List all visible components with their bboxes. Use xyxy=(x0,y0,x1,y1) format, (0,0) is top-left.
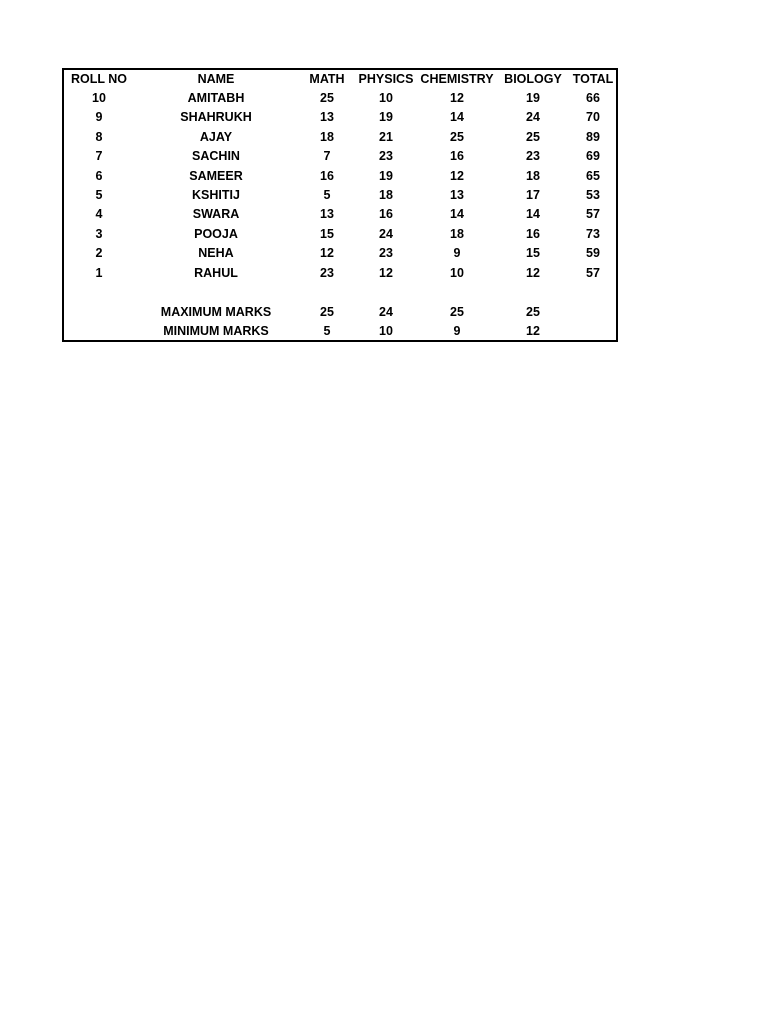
table-row xyxy=(64,89,618,108)
name-cell: SACHIN xyxy=(192,149,240,164)
math-cell: 7 xyxy=(323,149,331,164)
physics-cell: 23 xyxy=(379,246,393,261)
summary-value: 25 xyxy=(320,305,334,320)
math-cell: 12 xyxy=(320,246,334,261)
summary-label: MAXIMUM MARKS xyxy=(160,305,272,320)
name-cell: RAHUL xyxy=(194,265,238,280)
header-name: NAME xyxy=(197,72,235,86)
summary-blank xyxy=(568,322,618,341)
header-chemistry: CHEMISTRY xyxy=(420,72,494,86)
header-row xyxy=(64,70,618,89)
total-cell: 66 xyxy=(586,91,600,105)
summary-blank xyxy=(568,303,618,322)
chemistry-cell: 12 xyxy=(450,91,464,105)
table-row xyxy=(64,244,618,263)
header-math: MATH xyxy=(309,72,345,86)
table-row xyxy=(64,264,618,283)
table-row xyxy=(64,128,618,147)
chemistry-cell: 10 xyxy=(450,265,464,280)
name-cell: NEHA xyxy=(198,246,234,261)
marks-sheet xyxy=(62,68,618,342)
chemistry-cell: 14 xyxy=(450,110,464,125)
physics-cell: 21 xyxy=(379,129,393,144)
summary-value: 25 xyxy=(450,305,464,320)
roll-no-cell: 3 xyxy=(95,226,103,241)
summary-value: 9 xyxy=(453,324,461,339)
summary-value: 24 xyxy=(379,305,393,320)
total-cell: 69 xyxy=(586,149,600,164)
table-row xyxy=(64,186,618,205)
total-cell: 57 xyxy=(586,265,600,280)
physics-cell: 23 xyxy=(379,149,393,164)
name-cell: KSHITIJ xyxy=(192,188,240,203)
roll-no-cell: 5 xyxy=(95,188,103,203)
table-row xyxy=(64,205,618,224)
summary-value: 10 xyxy=(379,324,393,339)
name-cell: SWARA xyxy=(192,207,240,222)
roll-no-cell: 1 xyxy=(95,265,103,280)
math-cell: 15 xyxy=(320,226,334,241)
roll-no-cell: 6 xyxy=(95,168,103,183)
roll-no-cell: 10 xyxy=(92,91,106,105)
biology-cell: 14 xyxy=(526,207,540,222)
chemistry-cell: 12 xyxy=(450,168,464,183)
name-cell: POOJA xyxy=(194,226,238,241)
roll-no-cell: 4 xyxy=(95,207,103,222)
total-cell: 59 xyxy=(586,246,600,261)
biology-cell: 19 xyxy=(526,91,540,105)
name-cell: AJAY xyxy=(199,129,233,144)
spacer-row xyxy=(64,283,618,303)
physics-cell: 18 xyxy=(379,188,393,203)
total-cell: 73 xyxy=(586,226,600,241)
table-row xyxy=(64,225,618,244)
math-cell: 25 xyxy=(320,91,334,105)
table-row xyxy=(64,108,618,127)
summary-label: MINIMUM MARKS xyxy=(163,324,269,339)
name-cell: SHAHRUKH xyxy=(180,110,252,125)
biology-cell: 25 xyxy=(526,129,540,144)
biology-cell: 18 xyxy=(526,168,540,183)
summary-rows xyxy=(64,283,618,342)
math-cell: 5 xyxy=(323,188,331,203)
summary-value: 12 xyxy=(526,324,540,339)
chemistry-cell: 13 xyxy=(450,188,464,203)
summary-value: 25 xyxy=(526,305,540,320)
total-cell: 89 xyxy=(586,129,600,144)
physics-cell: 10 xyxy=(379,91,393,105)
table-row xyxy=(64,147,618,166)
header-total: TOTAL xyxy=(572,72,614,86)
chemistry-cell: 14 xyxy=(450,207,464,222)
chemistry-cell: 9 xyxy=(453,246,461,261)
summary-value: 5 xyxy=(323,324,331,339)
math-cell: 13 xyxy=(320,207,334,222)
math-cell: 23 xyxy=(320,265,334,280)
total-cell: 70 xyxy=(586,110,600,125)
biology-cell: 17 xyxy=(526,188,540,203)
header-biology: BIOLOGY xyxy=(504,72,562,86)
biology-cell: 12 xyxy=(526,265,540,280)
chemistry-cell: 25 xyxy=(450,129,464,144)
roll-no-cell: 9 xyxy=(95,110,103,125)
physics-cell: 16 xyxy=(379,207,393,222)
physics-cell: 19 xyxy=(379,110,393,125)
summary-row-maximum xyxy=(64,303,618,322)
name-cell: AMITABH xyxy=(187,91,245,105)
total-cell: 53 xyxy=(586,188,600,203)
physics-cell: 12 xyxy=(379,265,393,280)
name-cell: SAMEER xyxy=(189,168,243,183)
total-cell: 57 xyxy=(586,207,600,222)
math-cell: 13 xyxy=(320,110,334,125)
roll-no-cell: 7 xyxy=(95,149,103,164)
math-cell: 16 xyxy=(320,168,334,183)
biology-cell: 24 xyxy=(526,110,540,125)
marks-table xyxy=(64,70,618,342)
biology-cell: 15 xyxy=(526,246,540,261)
biology-cell: 23 xyxy=(526,149,540,164)
physics-cell: 24 xyxy=(379,226,393,241)
roll-no-cell: 8 xyxy=(95,129,103,144)
biology-cell: 16 xyxy=(526,226,540,241)
roll-no-cell: 2 xyxy=(95,246,103,261)
header-physics: PHYSICS xyxy=(358,72,414,86)
physics-cell: 19 xyxy=(379,168,393,183)
header-roll-no: ROLL NO xyxy=(70,72,128,86)
math-cell: 18 xyxy=(320,129,334,144)
table-row xyxy=(64,167,618,186)
summary-blank xyxy=(64,303,134,322)
summary-row-minimum xyxy=(64,322,618,341)
summary-blank xyxy=(64,322,134,341)
student-rows xyxy=(64,89,618,283)
total-cell: 65 xyxy=(586,168,600,183)
chemistry-cell: 16 xyxy=(450,149,464,164)
chemistry-cell: 18 xyxy=(450,226,464,241)
